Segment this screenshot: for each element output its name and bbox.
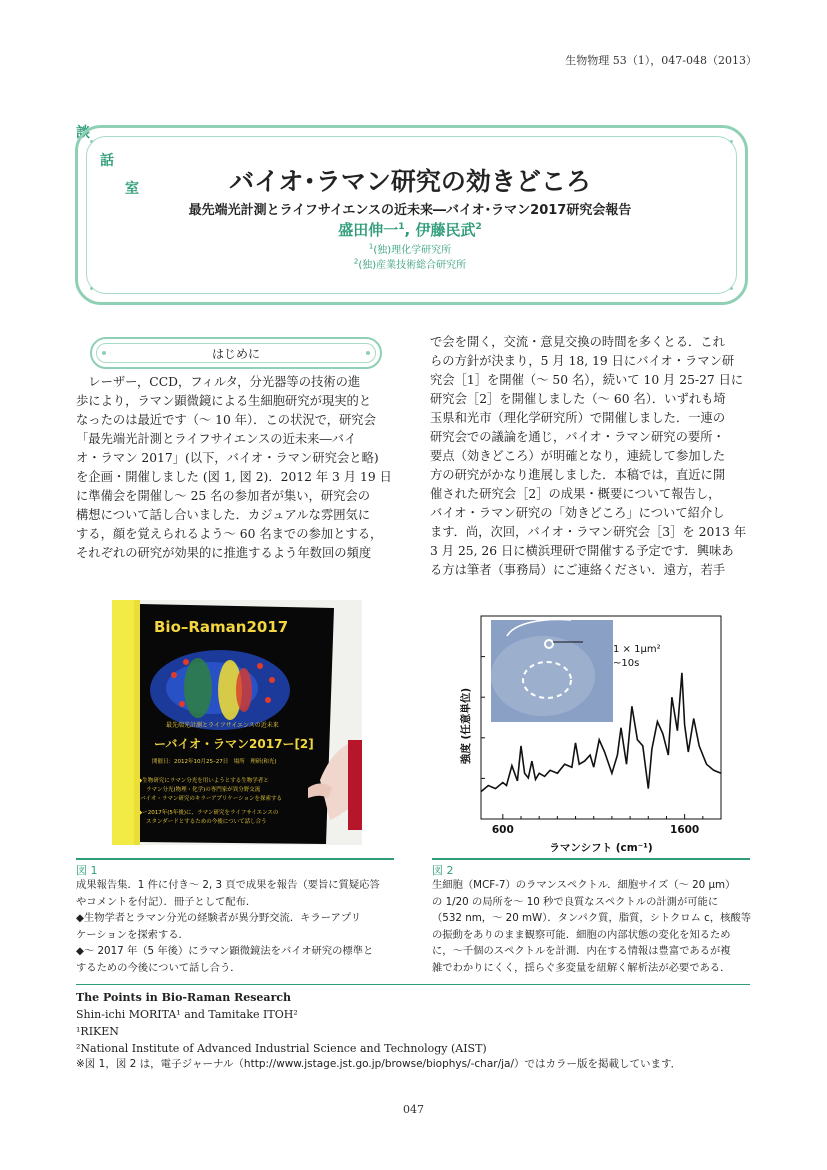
poster-bullet: バイオ・ラマン研究のキラーアプリケーションを探索する — [140, 796, 283, 802]
english-affil-1: ¹RIKEN — [76, 1025, 119, 1038]
text-line: それぞれの研究が効果的に推進するよう年数回の頻度 — [76, 546, 372, 560]
text-line: 催された研究会［2］の成果・概要について報告し， — [430, 487, 721, 501]
author-1: 盛田伸一 — [338, 221, 399, 239]
text-line: する，顔を覚えられるよう～ 60 名までの参加とする， — [76, 527, 383, 541]
text-line: 研究会での議論を通じ，バイオ・ラマン研究の要所・ — [430, 430, 725, 444]
text-line: に準備会を開催し～ 25 名の参加者が集い，研究会の — [76, 489, 370, 503]
text-line: 構想について話し合いました．カジュアルな雰囲気に — [76, 508, 371, 522]
text-line: 研究会［2］を開催しました（～ 60 名）．いずれも埼 — [430, 392, 726, 406]
affil-mark: 1 — [368, 242, 374, 251]
figure-2-caption — [432, 877, 751, 976]
article-authors — [160, 219, 660, 240]
figure-1-rule — [76, 858, 394, 860]
text-line: なったのは最近です（～ 10 年）．この状況で，研究会 — [76, 413, 376, 427]
affiliation-1 — [160, 241, 660, 256]
caption-line: やコメントを付記）．冊子として配布． — [76, 895, 257, 908]
text-line: レーザー，CCD，フィルタ，分光器等の技術の進 — [76, 375, 361, 389]
english-affil-2: ²National Institute of Advanced Industrial Science and Technology (AIST) — [76, 1042, 487, 1055]
figure-1-caption — [76, 877, 380, 976]
text-line: 方の研究がかなり進展しました．本稿では，直近に開 — [430, 468, 726, 482]
figure-2-rule — [432, 858, 750, 860]
author-2: 伊藤民武 — [415, 221, 476, 239]
inset-label-1: 1 × 1μm² — [613, 644, 661, 655]
caption-line: ◆生物学者とラマン分光の経験者が異分野交流．キラーアプリ — [76, 912, 362, 924]
text-line: 要点（効きどころ）が明確となり，連続して参加した — [430, 449, 726, 463]
article-subtitle: 最先端光計測とライフサイエンスの近未来―バイオ･ラマン2017研究会報告 — [188, 203, 632, 218]
figure-2-chart — [455, 606, 725, 856]
affiliation-2 — [160, 256, 660, 271]
right-column-text — [430, 333, 755, 580]
page-number: 047 — [403, 1103, 424, 1116]
text-line: る方は筆者（事務局）にご連絡ください．遠方，若手 — [430, 563, 726, 577]
caption-line: の振動をありのまま観察可能．細胞の内部状態の変化を知るため — [432, 928, 731, 941]
x-tick-label: 1600 — [670, 824, 700, 836]
author-1-affil-mark: 1 — [398, 222, 405, 232]
poster-line-2: ーバイオ・ラマン2017ー[2] — [154, 737, 314, 751]
section-heading-box — [90, 337, 382, 369]
text-line: を企画・開催しました (図 1, 図 2)．2012 年 3 月 19 日 — [76, 470, 392, 484]
poster-line-3: 開催日：2012年10月25–27日 場所 理研(和光) — [152, 759, 277, 765]
journal-header: 生物物理 53（1），047-048（2013） — [565, 54, 757, 67]
section-heading: はじめに — [96, 343, 376, 363]
text-line: ます．尚，次回，バイオ・ラマン研究会［3］を 2013 年 — [430, 525, 747, 539]
author-2-affil-mark: 2 — [475, 222, 482, 232]
caption-line: （532 nm，～ 20 mW）．タンパク質，脂質，シトクロム c，核酸等 — [432, 912, 752, 924]
english-title: The Points in Bio-Raman Research — [76, 991, 292, 1004]
affil-text: (独)理化学研究所 — [373, 245, 452, 256]
footer-rule — [76, 984, 750, 985]
english-abstract-header — [76, 989, 487, 1057]
figure-1-label: 図 1 — [76, 864, 98, 877]
author-separator: , — [404, 221, 416, 239]
chart-xlabel: ラマンシフト (cm⁻¹) — [549, 842, 653, 854]
text-line: 玉県和光市（理化学研究所）で開催しました．一連の — [430, 411, 726, 425]
caption-line: するための今後について話し合う． — [76, 961, 241, 974]
poster-bullet: ラマン分光(物理・化学)の専門家が異分野交流 — [146, 787, 261, 793]
text-line: で会を開く，交流・意見交換の時間を多くとる．これ — [430, 335, 725, 349]
chart-ylabel: 強度 (任意単位) — [460, 687, 472, 765]
caption-line: の 1/20 の局所を～ 10 秒で良質なスペクトルの計測が可能に — [432, 895, 719, 908]
caption-line: ◆～ 2017 年（5 年後）にラマン顕微鏡法をバイオ研究の標準と — [76, 945, 374, 957]
poster-bullet: スタンダードとするための今後について話し合う — [146, 819, 267, 825]
article-title: バイオ･ラマン研究の効きどころ — [229, 167, 591, 196]
affil-text: (独)産業技術総合研究所 — [358, 260, 467, 271]
poster-bullet: ◆ー2017年(5年後)に、ラマン研究をライフサイエンスの — [138, 810, 279, 816]
x-tick-label: 600 — [491, 824, 514, 836]
text-line: オ・ラマン 2017」(以下，バイオ・ラマン研究会と略) — [76, 451, 379, 465]
poster-illustration — [112, 600, 362, 845]
text-line: 歩により，ラマン顕微鏡による生細胞研究が現実的と — [76, 394, 372, 408]
text-line: 究会［1］を開催（～ 50 名），続いて 10 月 25-27 日に — [430, 373, 744, 387]
caption-line: 雑でわかりにくく，揺らぐ多変量を紐解く解析法が必要である． — [432, 961, 731, 974]
affil-mark: 2 — [353, 257, 359, 266]
poster-bullet: ◆生物研究にラマン分光を用いようとする生物学者と — [138, 778, 269, 784]
caption-line: 成果報告集．1 件に付き～ 2, 3 頁で成果を報告（要旨に質疑応答 — [76, 879, 380, 891]
text-line: 3 月 25, 26 日に横浜理研で開催する予定です．興味あ — [430, 544, 734, 558]
figure-1-photo — [112, 600, 362, 845]
text-line: 「最先端光計測とライフサイエンスの近未来―バイ — [76, 432, 357, 446]
section-char-2: 話 — [100, 153, 114, 169]
section-char-1: 談 — [76, 125, 90, 141]
text-line: バイオ・ラマン研究の「効きどころ」について紹介し — [430, 506, 725, 520]
text-line: らの方針が決まり，5 月 18, 19 日にバイオ・ラマン研 — [430, 354, 735, 368]
inset-label-2: ~10s — [613, 658, 640, 669]
left-column-text — [76, 373, 396, 563]
color-version-note: ※図 1，図 2 は，電子ジャーナル（http://www.jstage.jst.go.jp/browse/biophys/-char/ja/）ではカラー版を掲載しています． — [76, 1058, 682, 1070]
poster-line-1: 最先端光計測とライフサイエンスの近未来 — [166, 722, 279, 729]
caption-line: ケーションを探索する． — [76, 928, 189, 941]
figure-2-label: 図 2 — [432, 864, 454, 877]
english-authors: Shin-ichi MORITA¹ and Tamitake ITOH² — [76, 1008, 298, 1021]
poster-title: Bio–Raman2017 — [154, 618, 289, 636]
caption-line: に，～千個のスペクトルを計測．内在する情報は豊富であるが複 — [432, 945, 731, 957]
caption-line: 生細胞（MCF-7）のラマンスペクトル．細胞サイズ（～ 20 μm） — [432, 879, 736, 891]
section-char-3: 室 — [125, 181, 139, 197]
